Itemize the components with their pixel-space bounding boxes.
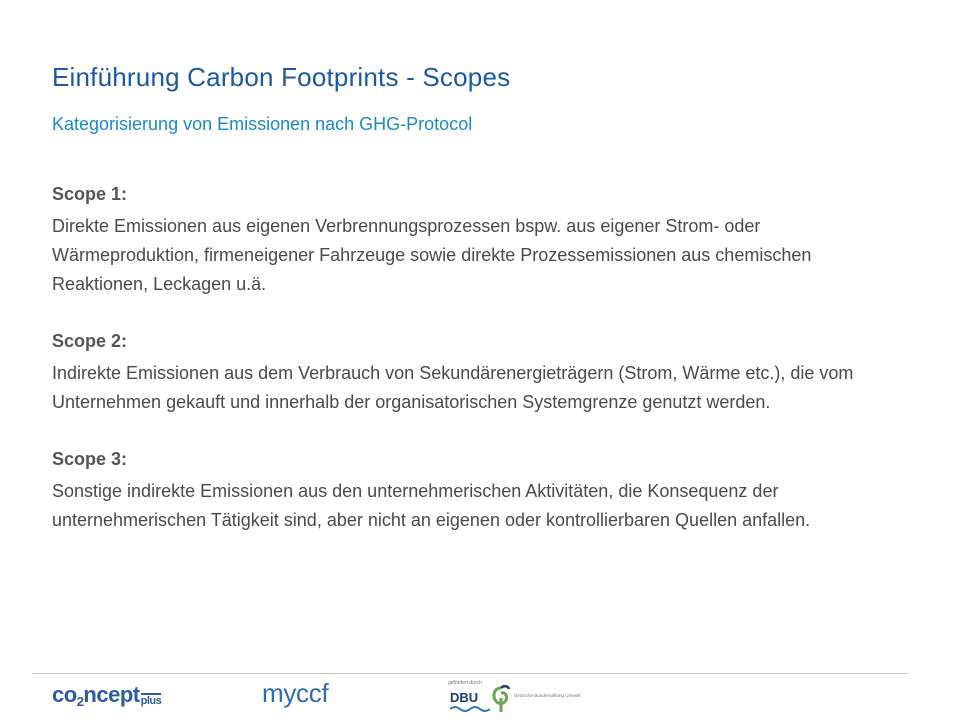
dbu-wordmark: DBU: [450, 690, 479, 705]
dbu-logo: [448, 680, 588, 716]
dbu-leaf-emblem-icon: [490, 684, 512, 714]
concept-logo-plus: plus: [140, 695, 162, 707]
concept-logo-part2: ncept: [83, 682, 140, 707]
slide-subtitle: Kategorisierung von Emissionen nach GHG-Protocol: [52, 114, 473, 134]
slide-title: Einführung Carbon Footprints - Scopes: [52, 62, 511, 92]
concept-plus-logo: [52, 682, 161, 708]
dbu-wave-icon: [450, 705, 490, 713]
dbu-funded-by-text: gefördert durch: [448, 680, 482, 686]
scope-3-text: Sonstige indirekte Emissionen aus den unternehmerischen Aktivitäten, die Konsequenz der unternehmerischen Tätigkeit sind, aber nicht an eigenen oder kontrollierbaren Quellen anfallen.: [52, 481, 811, 530]
scope-2-text: Indirekte Emissionen aus dem Verbrauch von Sekundärenergieträgern (Strom, Wärme etc.), die vom Unternehmen gekauft und innerhalb der organisatorischen Systemgrenze genutzt werden.: [52, 363, 854, 412]
footer: [0, 674, 960, 720]
scope-2-block: [52, 327, 912, 417]
concept-logo-sub: 2: [76, 694, 84, 709]
scope-3-block: [52, 445, 912, 535]
scope-1-text: Direkte Emissionen aus eigenen Verbrennungsprozessen bspw. aus eigener Strom- oder Wärmeproduktion, firmeneigener Fahrzeuge sowie direkte Prozessemissionen aus chemischen Reaktionen, Leckagen u.ä.: [52, 216, 812, 294]
scope-2-heading: Scope 2:: [52, 331, 128, 351]
slide-body: [52, 180, 912, 563]
scope-1-block: [52, 180, 912, 299]
scope-1-heading: Scope 1:: [52, 184, 128, 204]
dbu-caption: Deutsche Bundesstiftung Umwelt: [514, 693, 581, 698]
concept-logo-part1: co: [52, 682, 77, 707]
scope-3-heading: Scope 3:: [52, 449, 128, 469]
myccf-logo: myccf: [262, 678, 329, 708]
